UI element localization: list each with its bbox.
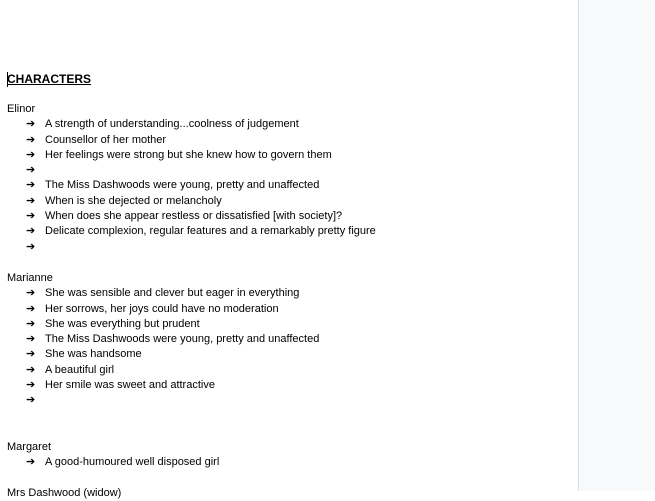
section-margaret bbox=[7, 440, 567, 471]
list-item bbox=[7, 286, 567, 301]
arrow-bullet-icon: ➔ bbox=[26, 133, 36, 146]
list-item-text: Delicate complexion, regular features and a remarkably pretty figure bbox=[45, 225, 376, 238]
list-item-text: Her sorrows, her joys could have no moderation bbox=[45, 302, 279, 315]
list-item bbox=[7, 209, 567, 224]
list-item-text: Her feelings were strong but she knew how to govern them bbox=[45, 148, 332, 161]
list-item-text: When is she dejected or melancholy bbox=[45, 194, 222, 207]
list-item bbox=[7, 378, 567, 393]
arrow-bullet-icon: ➔ bbox=[26, 456, 36, 469]
arrow-bullet-icon: ➔ bbox=[26, 394, 36, 407]
list-item bbox=[7, 133, 567, 148]
list-item-text: A good-humoured well disposed girl bbox=[45, 456, 220, 469]
list-item bbox=[7, 317, 567, 332]
arrow-bullet-icon: ➔ bbox=[26, 287, 36, 300]
list-item bbox=[7, 163, 567, 178]
list-item bbox=[7, 240, 567, 255]
list-item-text: She was everything but prudent bbox=[45, 317, 200, 330]
list-item bbox=[7, 393, 567, 408]
page-title: CHARACTERS bbox=[7, 72, 91, 86]
arrow-bullet-icon: ➔ bbox=[26, 179, 36, 192]
arrow-bullet-icon: ➔ bbox=[26, 348, 36, 361]
list-item-text: A beautiful girl bbox=[45, 363, 115, 376]
list-item-text: A strength of understanding...coolness of judgement bbox=[45, 118, 299, 131]
arrow-bullet-icon: ➔ bbox=[26, 164, 36, 177]
list-item bbox=[7, 332, 567, 347]
arrow-bullet-icon: ➔ bbox=[26, 240, 36, 253]
arrow-bullet-icon: ➔ bbox=[26, 379, 36, 392]
arrow-bullet-icon: ➔ bbox=[26, 118, 36, 131]
list-item bbox=[7, 148, 567, 163]
arrow-bullet-icon: ➔ bbox=[26, 148, 36, 161]
section-elinor bbox=[7, 102, 567, 255]
list-item bbox=[7, 194, 567, 209]
right-side-panel bbox=[578, 0, 655, 491]
arrow-bullet-icon: ➔ bbox=[26, 363, 36, 376]
list-item-text: The Miss Dashwoods were young, pretty and unaffected bbox=[45, 333, 320, 346]
section-marianne bbox=[7, 271, 567, 409]
list-item bbox=[7, 455, 567, 470]
arrow-bullet-icon: ➔ bbox=[26, 333, 36, 346]
arrow-bullet-icon: ➔ bbox=[26, 317, 36, 330]
section-name: Marianne bbox=[7, 272, 53, 284]
list-item bbox=[7, 224, 567, 239]
list-item-text: The Miss Dashwoods were young, pretty and unaffected bbox=[45, 179, 320, 192]
list-item bbox=[7, 347, 567, 362]
list-item-text: Counsellor of her mother bbox=[45, 133, 167, 146]
cutoff-section-name: Mrs Dashwood (widow) bbox=[7, 487, 122, 499]
arrow-bullet-icon: ➔ bbox=[26, 225, 36, 238]
list-item-text: She was sensible and clever but eager in everything bbox=[45, 287, 300, 300]
section-name: Elinor bbox=[7, 103, 36, 115]
section-name: Margaret bbox=[7, 441, 52, 453]
list-item bbox=[7, 302, 567, 317]
list-item bbox=[7, 363, 567, 378]
list-item bbox=[7, 117, 567, 132]
arrow-bullet-icon: ➔ bbox=[26, 302, 36, 315]
list-item-text: She was handsome bbox=[45, 348, 142, 361]
arrow-bullet-icon: ➔ bbox=[26, 210, 36, 223]
arrow-bullet-icon: ➔ bbox=[26, 194, 36, 207]
list-item-text: Her smile was sweet and attractive bbox=[45, 379, 215, 392]
list-item bbox=[7, 178, 567, 193]
list-item-text: When does she appear restless or dissatisfied [with society]? bbox=[45, 210, 343, 223]
